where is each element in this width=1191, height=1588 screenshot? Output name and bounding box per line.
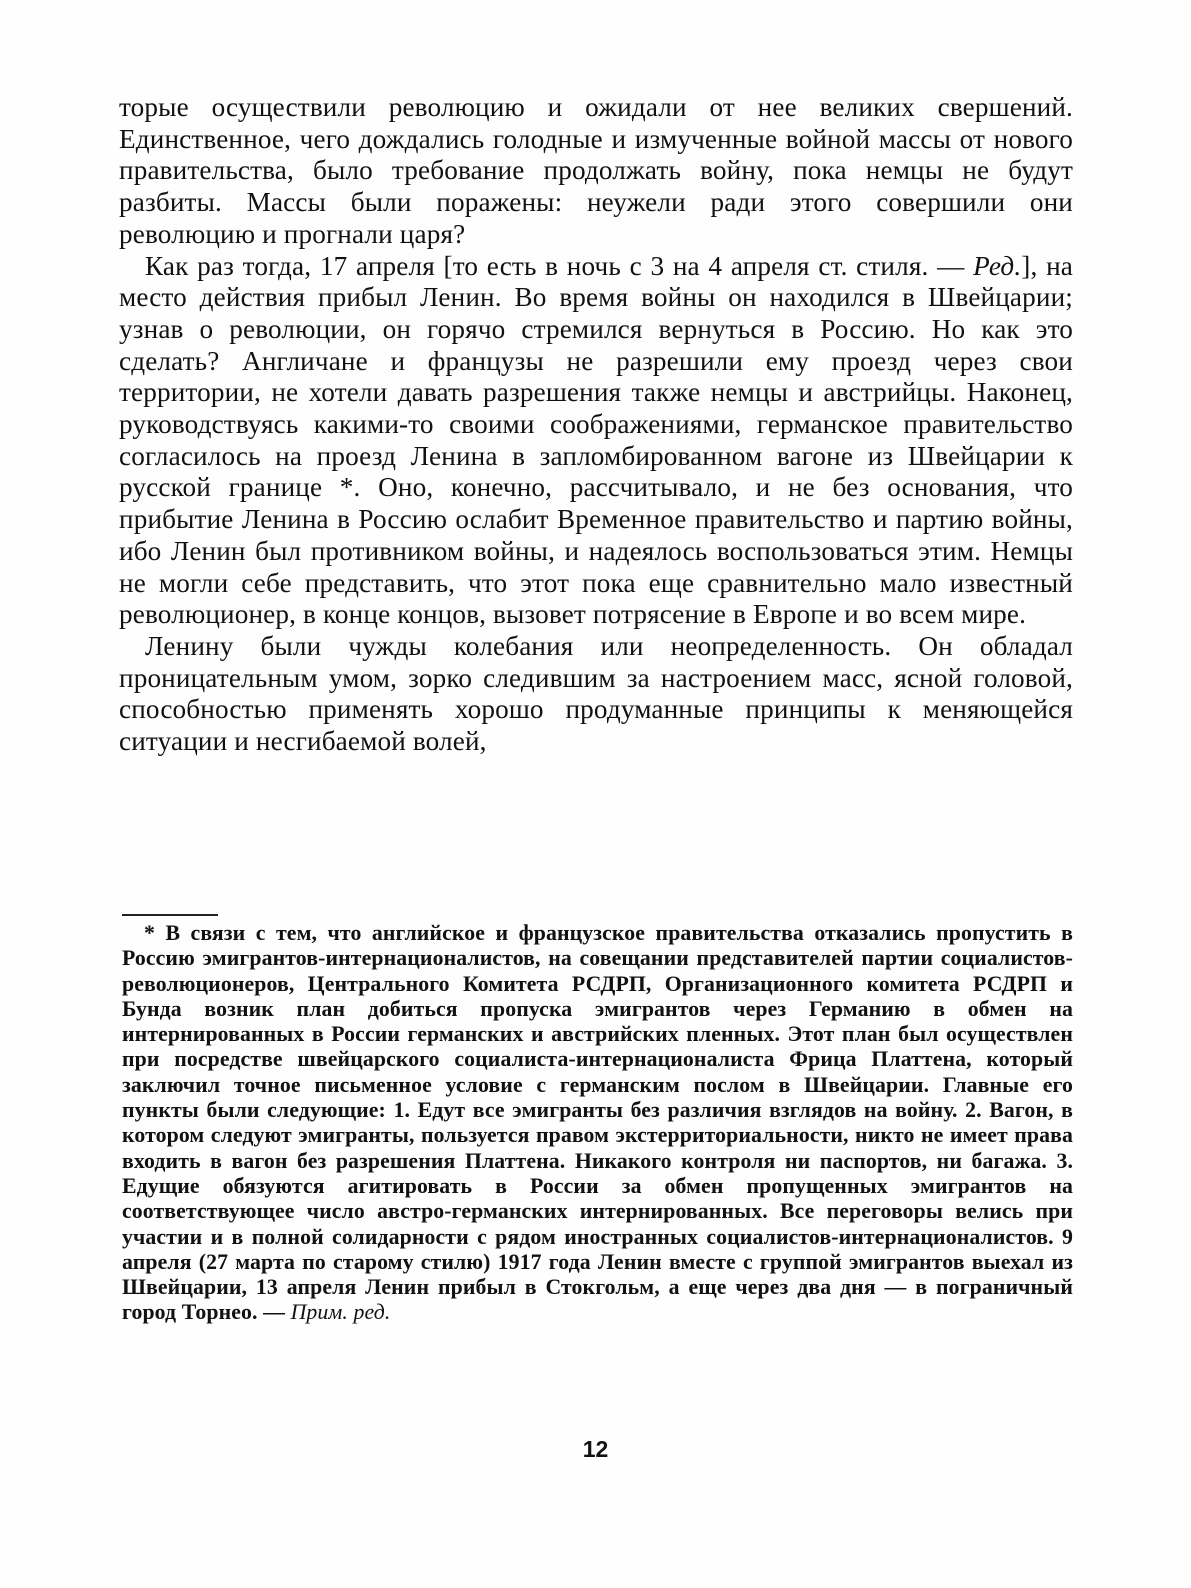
footnote-divider — [122, 914, 218, 916]
paragraph-1: торые осуществили революцию и ожидали от нее великих свершений. Единственное, чего дождались голодные и измученные войной массы от нового правительства, было требование продолжать войну, пока немцы не будут разбиты. Массы были поражены: неужели ради этого совершили они революцию и прогнали царя? — [119, 92, 1073, 249]
footnote — [122, 921, 1073, 1326]
main-text — [119, 92, 1073, 758]
paragraph-2-start: Как раз тогда, 17 апреля [то есть в ночь с 3 на 4 апреля ст. стиля. — — [145, 250, 974, 281]
footnote-text: * В связи с тем, что английское и французское правительства отказались пропустить в Россию эмигрантов-интернационалистов, на совещании представителей партии социалистов-революционеров, Центрального Комитета РСДРП, Организационного комитета РСДРП и Бунда возник план добиться пропуска эмигрантов через Германию в обмен на интернированных в России германских и австрийских пленных. Этот план был осуществлен при посредстве швейцарского социалиста-интернационалиста Фрица Платтена, который заключил точное письменное условие с германским послом в Швейцарии. Главные его пункты были следующие: 1. Едут все эмигранты без различия взглядов на войну. 2. Вагон, в котором следуют эмигранты, пользуется правом экстерриториальности, никто не имеет права входить в вагон без разрешения Платтена. Никакого контроля ни паспортов, ни багажа. 3. Едущие обязуются агитировать в России за обмен пропущенных эмигрантов на соответствующее число австро-германских интернированных. Все переговоры велись при участии и в полной солидарности с рядом иностранных социалистов-интернационалистов. 9 апреля (27 марта по старому стилю) 1917 года Ленин вместе с группой эмигрантов выехал из Швейцарии, 13 апреля Ленин прибыл в Стокгольм, а еще через два дня — в пограничный город Торнео. — — [122, 921, 1073, 1325]
paragraph-3: Ленину были чужды колебания или неопределенность. Он обладал проницательным умом, зорко следившим за настроением масс, ясной головой, способностью применять хорошо продуманные принципы к меняющейся ситуации и несгибаемой волей, — [119, 630, 1073, 757]
paragraph-2-rest: ], на место действия прибыл Ленин. Во время войны он находился в Швейцарии; узнав о революции, он горячо стремился вернуться в Россию. Но как это сделать? Англичане и французы не разрешили ему проезд через свои территории, не хотели давать разрешения также немцы и австрийцы. Наконец, руководствуясь какими-то своими соображениями, германское правительство согласилось на проезд Ленина в запломбированном вагоне из Швейцарии к русской границе *. Оно, конечно, рассчитывало, и не без основания, что прибытие Ленина в Россию ослабит Временное правительство и партию войны, ибо Ленин был противником войны, и надеялось воспользоваться этим. Немцы не могли себе представить, что этот пока еще сравнительно мало известный революционер, в конце концов, вызовет потрясение в Европе и во всем мире. — [119, 250, 1074, 630]
footnote-editor-note: Прим. ред. — [290, 1300, 391, 1325]
paragraph-2 — [119, 251, 1073, 631]
page-number: 12 — [582, 1436, 609, 1462]
editor-abbreviation: Ред. — [973, 250, 1022, 281]
